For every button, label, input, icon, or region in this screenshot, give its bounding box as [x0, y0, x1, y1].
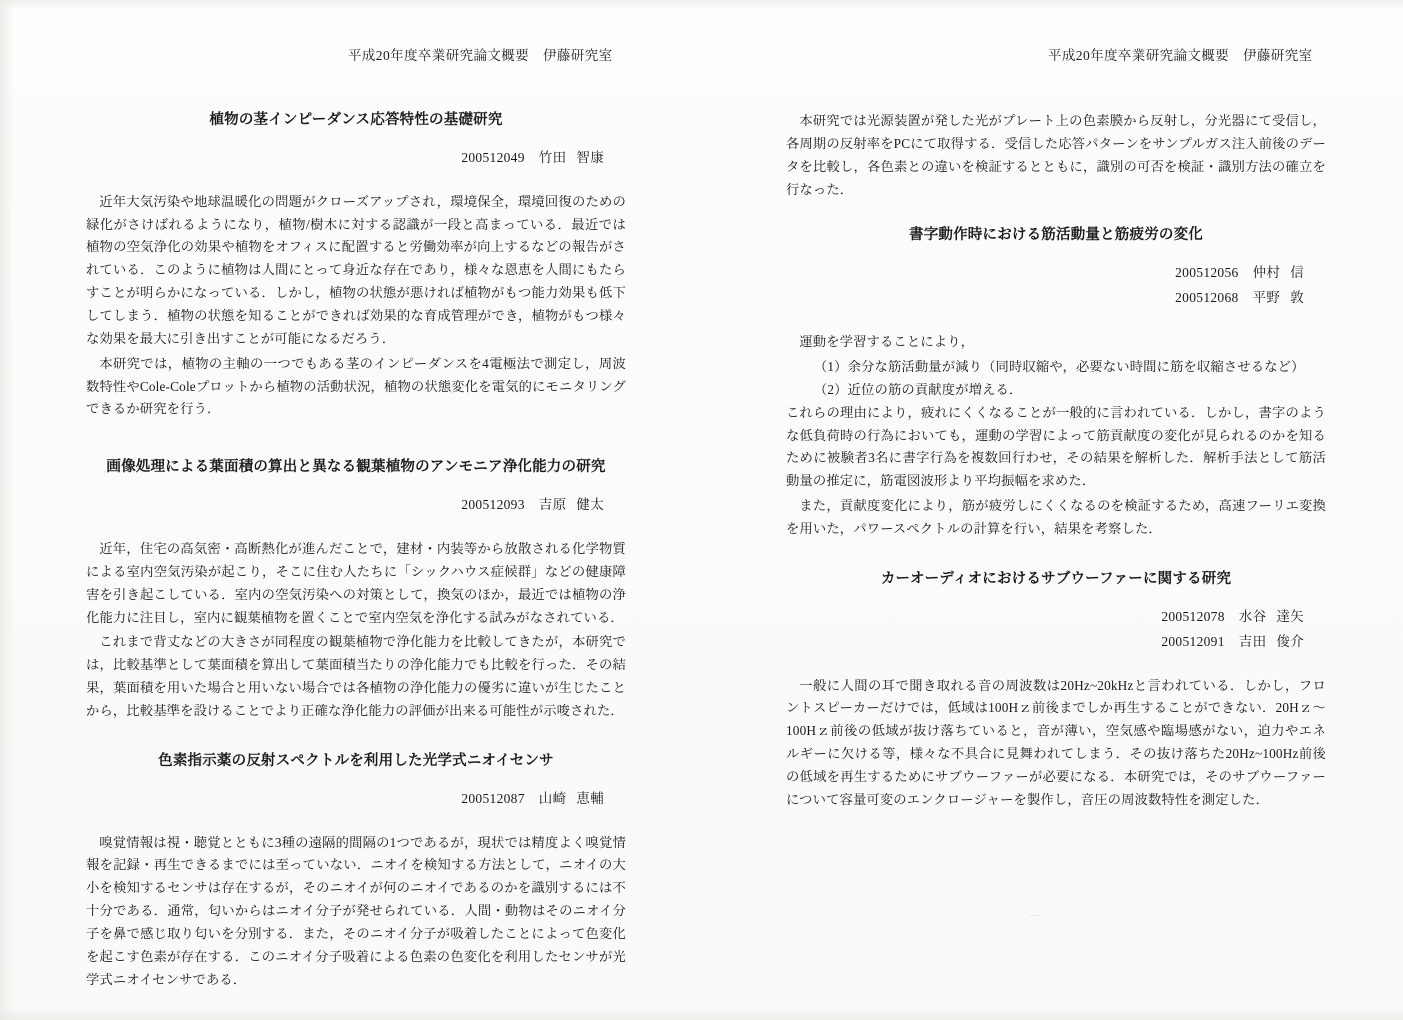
article-paragraph: また，貢献度変化により，筋が疲労しにくくなるのを検証するため，高速フーリエ変換を用いた，パワースペクトルの計算を行い，結果を考察した． [786, 498, 1326, 536]
author-line [786, 286, 1304, 311]
numbered-list-item: （1）余分な筋活動量が減り（同時収縮や，必要ない時間に筋を収縮させるなど） [813, 358, 1305, 374]
author-given-name: 達矢 [1276, 608, 1304, 624]
author-family-name: 山崎 [538, 790, 567, 806]
author-block [86, 146, 626, 171]
author-block [786, 605, 1326, 655]
section-gap [786, 547, 1326, 569]
author-family-name: 吉原 [538, 497, 567, 513]
author-given-name: 俊介 [1276, 633, 1304, 649]
author-block [86, 493, 626, 518]
author-line [86, 493, 604, 518]
article-car-audio-subwoofer [786, 569, 1326, 812]
article-paragraph: 一般に人間の耳で聞き取れる音の周波数は20Hz~20kHzと言われている．しかし，フロントスピーカーだけでは，低域は100Hｚ前後までしか再生することができない．20Hｚ～100Hｚ前後の低域が抜け落ちていると，音が薄い，空気感や臨場感がない，迫力やエネルギーに欠ける等，様々な不具合に見舞われてしまう．その抜け落ちた20Hz~100Hz前後の低域を再生するためにサブウーファーが必要になる．本研究では，そのサブウーファーについて容量可変のエンクロージャーを製作し，音圧の周波数特性を測定した． [786, 677, 1326, 807]
article-paragraph: 本研究では，植物の主軸の一つでもある茎のインピーダンスを4電極法で測定し，周波数特性やCole-Coleプロットから植物の活動状況，植物の状態変化を電気的にモニタリングできるか研究を行う． [86, 355, 626, 417]
author-family-name: 仲村 [1252, 265, 1281, 281]
article-title: 色素指示薬の反射スペクトルを利用した光学式ニオイセンサ [158, 752, 554, 769]
author-id: 200512087 [461, 790, 525, 806]
author-given-name: 恵輔 [576, 790, 604, 806]
author-given-name: 信 [1290, 265, 1304, 281]
author-line [86, 146, 604, 171]
article-handwriting-muscle-activity [786, 225, 1326, 540]
author-block [786, 261, 1326, 311]
author-id: 200512056 [1175, 265, 1239, 281]
continued-paragraph: 本研究では光源装置が発した光がプレート上の色素膜から反射し，分光器にて受信し，各周期の反射率をPCにて取得する．受信した応答パターンをサンプルガス注入前後のデータを比較し，各色素との違いを検証するとともに，識別の可否を検証・識別方法の確立を行なった． [786, 113, 1326, 197]
article-leaf-area-ammonia [86, 457, 626, 723]
author-given-name: 健太 [576, 497, 604, 513]
article-title: 書字動作時における筋活動量と筋疲労の変化 [909, 227, 1203, 244]
article-paragraph: 近年，住宅の高気密・高断熱化が進んだことで，建材・内装等から放散される化学物質による室内空気汚染が起こり，そこに住む人たちに「シックハウス症候群」などの健康障害を引き起こしている．室内の空気汚染への対策として，換気のほか，最近では植物の浄化能力に注目し，室内に観葉植物を置くことで室内空気を浄化する試みがなされている． [86, 541, 626, 625]
running-head-left: 平成20年度卒業研究論文概要 伊藤研究室 [348, 48, 613, 63]
author-id: 200512049 [461, 149, 525, 165]
author-block [86, 787, 626, 812]
author-id: 200512068 [1175, 290, 1239, 306]
article-paragraph: これらの理由により，疲れにくくなることが一般的に言われている．しかし，書字のような低負荷時の行為においても，運動の学習によって筋貢献度の変化が見られるのかを知るために被験者3名に書字行為を複数回行わせ，その結果を解析した．解析手法として筋活動量の推定に，筋電図波形より平均振幅を求めた． [786, 404, 1326, 489]
author-id: 200512078 [1161, 608, 1225, 624]
author-given-name: 智康 [576, 149, 604, 165]
author-family-name: 吉田 [1238, 633, 1267, 649]
right-column [786, 44, 1326, 818]
author-line [786, 630, 1304, 655]
article-title: 画像処理による葉面積の算出と異なる観葉植物のアンモニア浄化能力の研究 [106, 459, 606, 476]
author-line [86, 787, 604, 812]
author-family-name: 平野 [1252, 290, 1281, 306]
section-gap [86, 729, 626, 751]
article-title: 植物の茎インピーダンス応答特性の基礎研究 [209, 112, 503, 128]
author-id: 200512091 [1161, 633, 1225, 649]
article-plant-stem-impedance [86, 110, 626, 421]
author-line [786, 605, 1304, 630]
running-head-right: 平成20年度卒業研究論文概要 伊藤研究室 [1048, 48, 1313, 63]
author-family-name: 水谷 [1238, 608, 1267, 624]
left-column [86, 44, 626, 998]
author-line [786, 261, 1304, 286]
section-gap [86, 427, 626, 457]
article-title: カーオーディオにおけるサブウーファーに関する研究 [880, 570, 1232, 587]
numbered-list-item: （2）近位の筋の貢献度が増える． [813, 381, 1023, 397]
article-paragraph: 嗅覚情報は視・聴覚とともに3種の遠隔的間隔の1つであるが，現状では精度よく嗅覚情報を記録・再生できるまでには至っていない．ニオイを検知する方法として，ニオイの大小を検知するセンサは存在するが，そのニオイが何のニオイであるのかを識別するには不十分である．通常，匂いからはニオイ分子が発せられている．人間・動物はそのニオイ分子を鼻で感じ取り匂いを分別する．また，そのニオイ分子が吸着したことによって色変化を起こす色素が存在する．このニオイ分子吸着による色素の色変化を利用したセンサが光学式ニオイセンサである． [86, 834, 626, 987]
article-optical-odor-sensor [86, 751, 626, 992]
section-gap [786, 203, 1326, 225]
author-given-name: 敦 [1290, 290, 1304, 306]
article-paragraph: 運動を学習することにより， [799, 334, 975, 350]
author-id: 200512093 [461, 497, 525, 513]
article-paragraph: これまで背丈などの大きさが同程度の観葉植物で浄化能力を比較してきたが，本研究では，比較基準として葉面積を算出して葉面積当たりの浄化能力でも比較を行った．その結果，葉面積を用いた場合と用いない場合では各植物の浄化能力の優劣に違いが生じたことから，比較基準を設けることでより正確な浄化能力の評価が出来る可能性が示唆された． [86, 634, 626, 719]
article-paragraph: 近年大気汚染や地球温暖化の問題がクローズアップされ，環境保全，環境回復のための緑化がさけばれるようになり，植物/樹木に対する認識が一段と高まっている．最近では植物の空気浄化の効果や植物をオフィスに配置すると労働効率が向上するなどの報告がされている．このように植物は人間にとって身近な存在であり，様々な恩恵を人間にもたらすことが明らかになっている．しかし，植物の状態が悪ければ植物がもつ能力効果も低下してしまう．植物の状態を知ることができれば効果的な育成管理ができ，植物がもつ様々な効果を最大に引き出すことが可能になるだろう． [86, 193, 626, 346]
author-family-name: 竹田 [538, 149, 567, 165]
